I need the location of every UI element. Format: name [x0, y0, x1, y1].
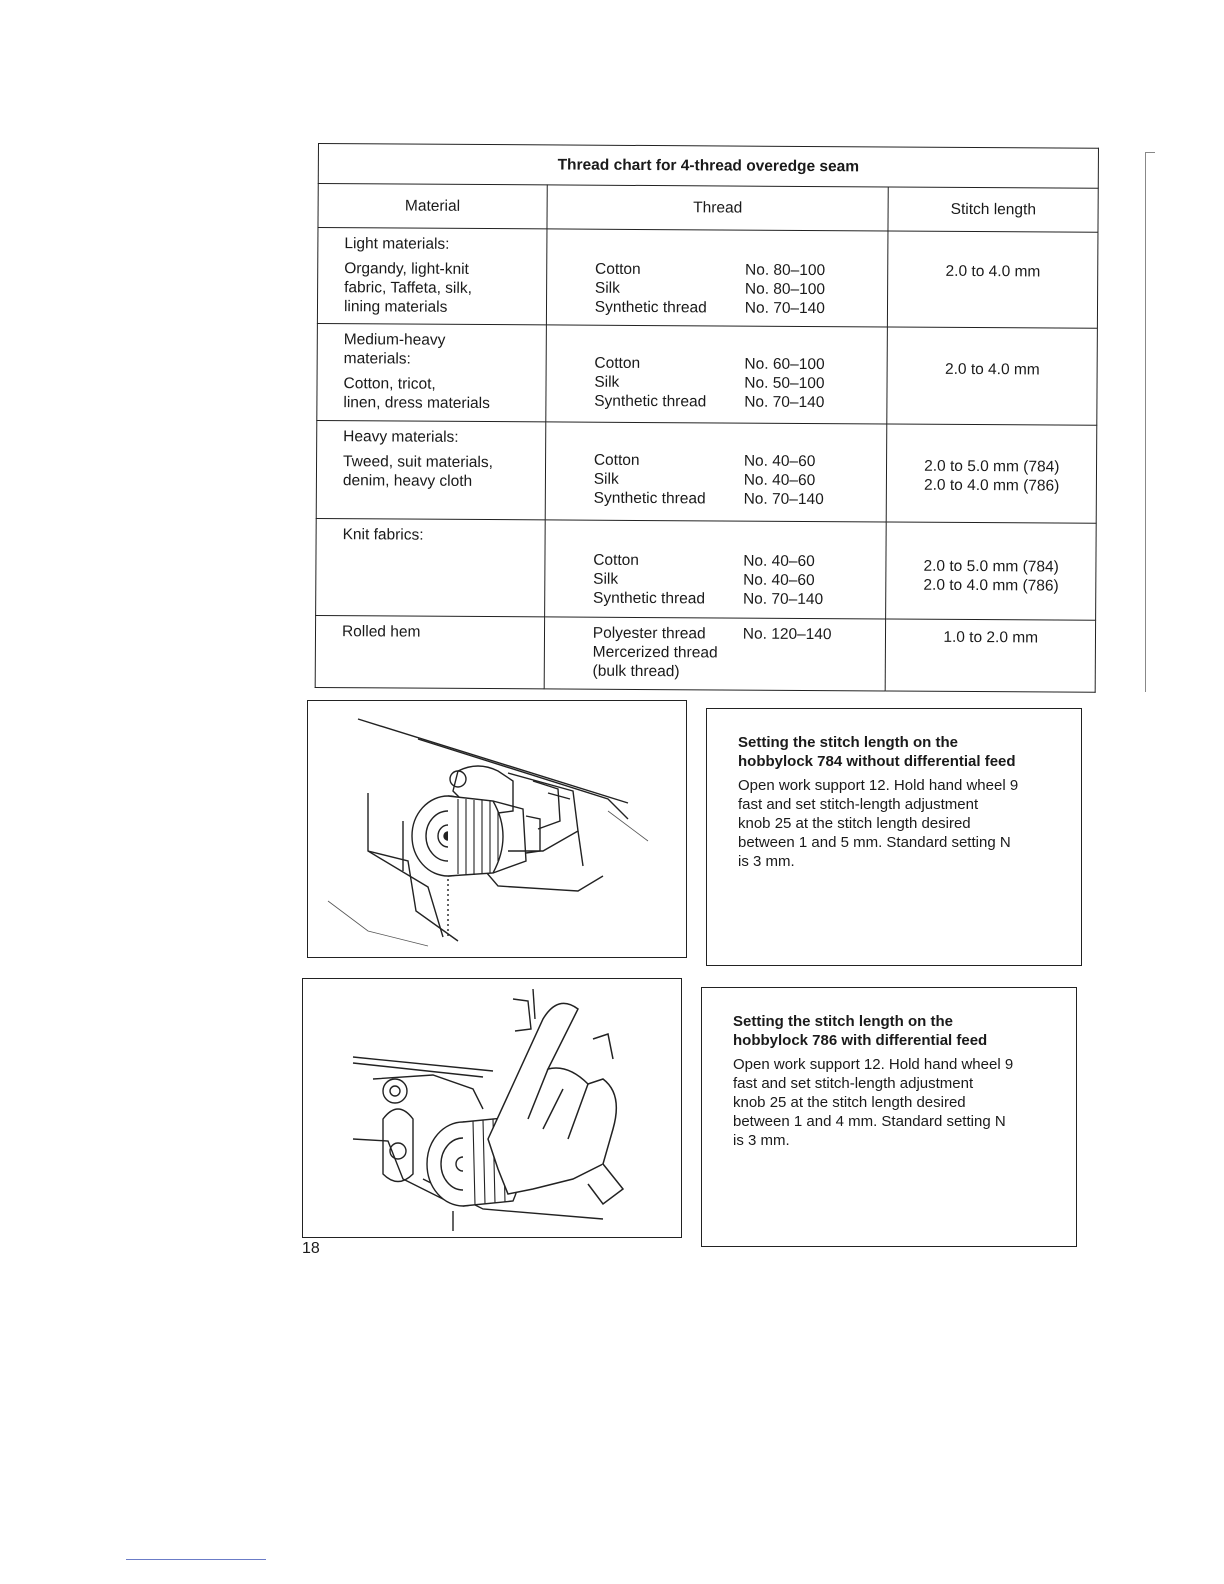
stitch-length-cell	[887, 327, 1097, 426]
stitch-length-value: 2.0 to 4.0 mm (786)	[923, 576, 1059, 595]
thread-cell	[544, 617, 886, 691]
section-title-784	[738, 733, 1063, 771]
material-cell	[317, 228, 546, 325]
stitch-length-value: 2.0 to 4.0 mm (786)	[923, 476, 1060, 495]
thread-cell	[546, 324, 888, 424]
thread-number: No. 50–100	[744, 374, 825, 392]
thread-number: No. 80–100	[744, 261, 826, 280]
table-row	[317, 228, 1098, 328]
table-row	[315, 616, 1095, 693]
thread-number: No. 40–60	[743, 471, 816, 490]
thread-name: Cotton	[593, 451, 640, 470]
stitch-length-cell	[888, 231, 1098, 328]
thread-name: Mercerized thread	[592, 643, 718, 662]
thread-number: No. 70–140	[743, 490, 824, 509]
thread-name: Silk	[594, 279, 620, 297]
section-title-line: Setting the stitch length on the	[738, 734, 958, 751]
material-cell	[315, 616, 544, 689]
material-title: Light materials:	[344, 235, 450, 253]
material-line: denim, heavy cloth	[342, 472, 473, 491]
stitch-knob-786-illustration	[303, 979, 681, 1237]
table-row	[317, 323, 1098, 425]
thread-number: No. 80–100	[744, 280, 826, 299]
thread-name: Silk	[593, 570, 619, 588]
stitch-length-value: 2.0 to 4.0 mm	[944, 360, 1040, 379]
stitch-length-value: 2.0 to 5.0 mm (784)	[924, 457, 1060, 476]
illustration-box-786	[302, 978, 682, 1238]
table-row	[316, 518, 1097, 620]
stitch-length-value: 2.0 to 4.0 mm	[945, 262, 1041, 281]
stitch-length-cell	[886, 619, 1096, 692]
stitch-length-value: 1.0 to 2.0 mm	[943, 628, 1039, 647]
section-title-line: Setting the stitch length on the	[733, 1013, 953, 1030]
stitch-length-value: 2.0 to 5.0 mm (784)	[923, 557, 1059, 576]
table-row	[316, 421, 1097, 523]
material-line: linen, dress materials	[343, 393, 490, 412]
thread-name: Cotton	[594, 260, 641, 279]
section-title-line: hobbylock 784 without differential feed	[738, 753, 1016, 770]
thread-name: Synthetic thread	[594, 298, 707, 317]
thread-name: Silk	[593, 470, 619, 488]
body-line: fast and set stitch-length adjustment	[738, 796, 979, 813]
body-line: knob 25 at the stitch length desired	[733, 1094, 966, 1111]
thread-number: No. 40–60	[743, 452, 816, 471]
section-body-786	[733, 1055, 1058, 1150]
thread-number: No. 120–140	[742, 625, 832, 644]
thread-chart-table	[315, 143, 1099, 693]
body-line: between 1 and 4 mm. Standard setting N	[733, 1113, 1006, 1130]
material-cell	[316, 421, 545, 520]
thread-number: No. 70–140	[742, 590, 824, 608]
material-line: Organdy, light-knit	[344, 260, 469, 279]
body-line: between 1 and 5 mm. Standard setting N	[738, 834, 1011, 851]
thread-number: No. 40–60	[743, 552, 815, 570]
material-title: Knit fabrics:	[342, 525, 424, 544]
header-thread: Thread	[547, 185, 889, 231]
thread-cell	[544, 519, 886, 619]
thread-name: Polyester thread	[592, 624, 706, 643]
thread-number: No. 70–140	[744, 299, 826, 318]
body-line: fast and set stitch-length adjustment	[733, 1075, 974, 1092]
body-line: knob 25 at the stitch length desired	[738, 815, 971, 832]
scan-bottom-rule	[126, 1559, 266, 1560]
thread-number: No. 70–140	[744, 393, 825, 411]
thread-cell	[546, 229, 888, 327]
thread-cell	[545, 422, 887, 522]
body-line: Open work support 12. Hold hand wheel 9	[738, 777, 1019, 794]
section-title-line: hobbylock 786 with differential feed	[733, 1032, 988, 1049]
instruction-box-784	[706, 708, 1082, 966]
material-title: Heavy materials:	[343, 428, 459, 446]
chart-title: Thread chart for 4-thread overedge seam	[318, 144, 1098, 189]
material-line: fabric, Taffeta, silk,	[344, 279, 472, 298]
stitch-knob-784-illustration	[308, 701, 686, 957]
header-stitch-length: Stitch length	[888, 187, 1098, 232]
scan-edge-tick	[1145, 152, 1155, 154]
thread-number: No. 40–60	[743, 571, 815, 589]
stitch-length-cell	[886, 522, 1096, 621]
header-material: Material	[318, 184, 547, 230]
body-line: Open work support 12. Hold hand wheel 9	[733, 1056, 1014, 1073]
body-line: is 3 mm.	[733, 1132, 790, 1149]
thread-name: (bulk thread)	[592, 662, 680, 681]
instruction-box-786	[701, 987, 1077, 1247]
scan-edge-line	[1145, 152, 1147, 692]
thread-name: Synthetic thread	[593, 489, 706, 508]
material-cell	[317, 323, 546, 422]
thread-name: Synthetic thread	[592, 589, 706, 607]
material-title: Medium-heavy materials:	[343, 330, 446, 368]
material-cell	[316, 518, 545, 617]
thread-name: Cotton	[594, 354, 641, 372]
section-title-786	[733, 1012, 1058, 1050]
section-body-784	[738, 776, 1063, 871]
thread-name: Cotton	[593, 551, 639, 569]
thread-number: No. 60–100	[744, 355, 825, 373]
illustration-box-784	[307, 700, 687, 958]
thread-name: Synthetic thread	[594, 392, 707, 410]
material-line: Cotton, tricot,	[343, 374, 436, 393]
body-line: is 3 mm.	[738, 853, 795, 870]
material-line: Tweed, suit materials,	[343, 453, 494, 472]
material-title: Rolled hem	[341, 623, 421, 641]
page-number: 18	[302, 1240, 320, 1257]
thread-name: Silk	[594, 373, 620, 391]
stitch-length-cell	[887, 424, 1097, 523]
material-line: lining materials	[343, 298, 448, 316]
